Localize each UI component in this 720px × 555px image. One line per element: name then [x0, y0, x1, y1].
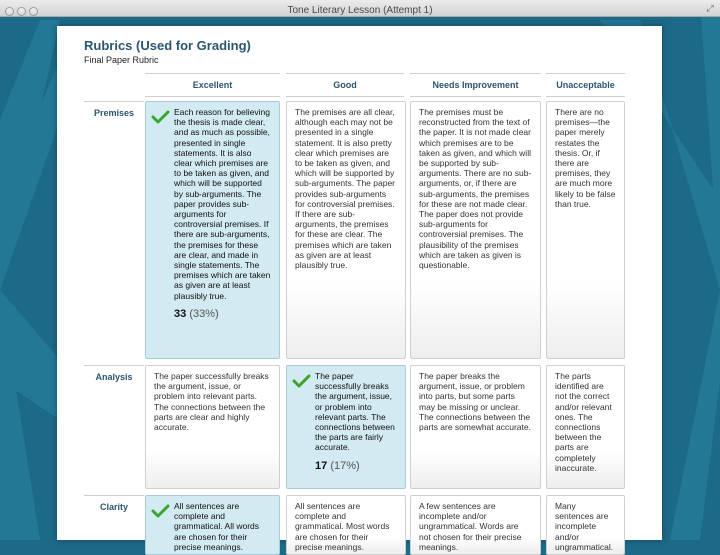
column-header-excellent: Excellent	[145, 73, 280, 97]
column-header-needs-improvement: Needs Improvement	[410, 73, 541, 97]
row-label-analysis: Analysis	[84, 365, 144, 382]
rubric-cell-text: All sentences are complete and grammatical. All words are chosen for their precise meanings.	[174, 501, 260, 552]
rubric-cell-clarity-needs-improvement[interactable]	[410, 495, 541, 555]
checkmark-icon	[293, 374, 310, 388]
column-header-unacceptable: Unacceptable	[546, 73, 625, 97]
score-points: 33	[174, 307, 187, 320]
rubric-cell-clarity-good[interactable]	[286, 495, 406, 555]
score-points: 17	[315, 459, 328, 472]
rubric-cell-analysis-excellent[interactable]	[145, 365, 280, 489]
checkmark-icon	[152, 110, 169, 124]
rubric-cell-text: The paper breaks the argument, issue, or problem into parts, but some parts may be missing or unclear. The connections between the parts are somewhat accurate.	[419, 371, 531, 433]
row-label-premises: Premises	[84, 101, 144, 118]
rubric-cell-text: The parts identified are not the correct and/or relevant ones. The connections between the parts are completely inaccurate.	[555, 371, 612, 473]
rubric-cell-text: All sentences are complete and grammatical. Most words are chosen for their precise meanings.	[295, 501, 390, 552]
rubric-cell-text: Many sentences are incomplete and/or ungrammatical.	[555, 501, 614, 552]
rubric-cell-text: The premises are all clear, although each may not be presented in a single statement. It is also pretty clear which premises are to be taken as given, and which will be supported by sub-arguments. The paper provides sub-arguments for controversial premises. If there are sub-arguments, the premises for these are clear. The premises which are taken as given are at least plausibly true.	[295, 107, 396, 271]
score-percent: (33%)	[189, 307, 219, 320]
rubric-cell-text: The paper successfully breaks the argument, issue, or problem into relevant parts. The connections between the parts are clear and highly accurate.	[154, 371, 269, 433]
rubric-cell-text: Each reason for believing the thesis is made clear, and as much as possible, presented in single statements. It is also clear which premises are to be taken as given, and which will be supported by sub-arguments. The paper provides sub-arguments for controversial premises. If there are sub-arguments, the premises for these are clear, and made in single statements. The premises which are taken as given are at least plausibly true.	[174, 107, 271, 301]
checkmark-icon	[152, 504, 169, 518]
rubric-cell-premises-unacceptable[interactable]	[546, 101, 625, 359]
page-subtitle: Final Paper Rubric	[84, 55, 159, 65]
rubric-cell-analysis-good[interactable]	[286, 365, 406, 489]
rubric-cell-analysis-unacceptable[interactable]	[546, 365, 625, 489]
column-header-good: Good	[286, 73, 404, 97]
rubric-cell-clarity-excellent[interactable]	[145, 495, 280, 555]
rubric-cell-text: The paper successfully breaks the argument, issue, or problem into relevant parts. The connections between the parts are fairly accurate.	[315, 371, 395, 453]
minimize-window-icon[interactable]	[17, 7, 26, 16]
score-percent: (17%)	[330, 459, 360, 472]
page-title: Rubrics (Used for Grading)	[84, 38, 251, 53]
rubric-panel	[57, 26, 662, 552]
rubric-cell-premises-good[interactable]	[286, 101, 406, 359]
score-display	[295, 461, 397, 471]
rubric-cell-analysis-needs-improvement[interactable]	[410, 365, 541, 489]
rubric-cell-premises-needs-improvement[interactable]	[410, 101, 541, 359]
score-display	[154, 309, 271, 319]
row-label-clarity: Clarity	[84, 495, 144, 512]
window-titlebar	[0, 0, 720, 17]
rubric-cell-text: The premises must be reconstructed from the text of the paper. It is not made clear which premises are to be taken as given, and which will be supported by sub-arguments. There are no sub-arguments, or, if there are sub-arguments, the premises for these are not made clear. The paper does not provide sub-arguments for controversial premises. The plausibility of the premises which are taken as given is questionable.	[419, 107, 532, 271]
window-title: Tone Literary Lesson (Attempt 1)	[287, 5, 433, 16]
close-window-icon[interactable]	[5, 7, 14, 16]
rubric-cell-clarity-unacceptable[interactable]	[546, 495, 625, 555]
rubric-cell-text: There are no premises—the paper merely restates the thesis. Or, if there are premises, they are much more likely to be false than true.	[555, 107, 616, 209]
rubric-cell-text: A few sentences are incomplete and/or ungrammatical. Words are not chosen for their precise meanings.	[419, 501, 522, 552]
rubric-cell-premises-excellent[interactable]	[145, 101, 280, 359]
window-controls[interactable]	[5, 3, 41, 21]
zoom-window-icon[interactable]	[29, 7, 38, 16]
fullscreen-icon[interactable]: ⤢	[706, 3, 714, 13]
